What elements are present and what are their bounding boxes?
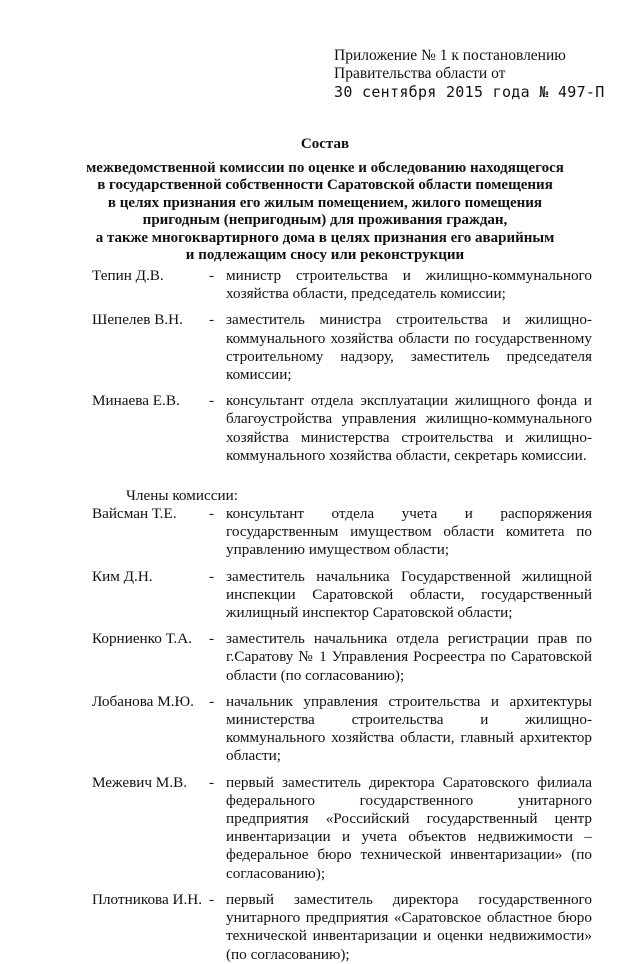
commission-entry (92, 693, 592, 766)
dash: - (209, 890, 215, 908)
appendix-line-2: Правительства области от (334, 65, 506, 82)
dash: - (209, 267, 215, 284)
dash: - (209, 311, 215, 329)
person-role: первый заместитель директора государственного унитарного предприятия «Саратовское областное бюро технической инвентаризации и оценки недвижимости» (по согласованию); (226, 890, 592, 963)
title-heading: Состав (300, 136, 350, 152)
person-role: министр строительства и жилищно-коммунального хозяйства области, председатель комиссии; (226, 267, 592, 303)
appendix-date-number: 30 сентября 2015 года № 497-П (334, 83, 605, 101)
commission-entry (92, 891, 592, 964)
commission-entry (92, 392, 592, 465)
commission-entry (92, 311, 592, 384)
commission-entry (92, 774, 592, 883)
person-role: начальник управления строительства и архитектуры министерства строительства и жилищно-коммунального хозяйства области, главный архитектор области; (226, 692, 592, 765)
dash: - (209, 505, 215, 523)
appendix-line-1: Приложение № 1 к постановлению (334, 47, 566, 64)
commission-entry (92, 505, 592, 560)
commission-list (92, 267, 592, 964)
title-line: и подлежащим сносу или реконструкции (185, 247, 465, 263)
person-role: первый заместитель директора Саратовского филиала федерального государственного унитарного предприятия «Российский государственный центр инвентаризации и учета объектов недвижимости – федеральное бюро технической инвентаризации» (по согласованию); (226, 773, 592, 882)
person-name: Плотникова И.Н. (92, 890, 203, 908)
commission-entry (92, 267, 592, 303)
person-name: Шепелев В.Н. (92, 311, 183, 329)
dash: - (209, 392, 215, 410)
appendix-note (334, 47, 605, 101)
title-line: а также многоквартирного дома в целях признания его аварийным (95, 229, 555, 246)
person-name: Лобанова М.Ю. (92, 692, 194, 710)
person-role: заместитель начальника отдела регистрации прав по г.Саратову № 1 Управления Росреестра по Саратовской области (по согласованию); (226, 630, 592, 684)
title-line: в целях признания его жилым помещением, жилого помещения (107, 194, 543, 211)
members-heading: Члены комиссии: (126, 487, 238, 505)
person-name: Тепин Д.В. (92, 267, 164, 284)
person-name: Межевич М.В. (92, 773, 188, 791)
dash: - (209, 692, 215, 710)
person-role: заместитель министра строительства и жилищно-коммунального хозяйства области по государственному строительному надзору, заместитель председателя комиссии; (226, 311, 592, 384)
title-line: в государственной собственности Саратовской области помещения (97, 177, 553, 193)
person-role: заместитель начальника Государственной жилищной инспекции Саратовской области, государственный жилищный инспектор Саратовской области; (226, 567, 592, 622)
dash: - (209, 773, 215, 791)
dash: - (209, 567, 215, 585)
person-name: Вайсман Т.Е. (92, 505, 177, 523)
person-name: Корниенко Т.А. (92, 630, 192, 648)
person-name: Минаева Е.В. (92, 392, 180, 410)
dash: - (209, 630, 215, 648)
person-name: Ким Д.Н. (92, 567, 153, 585)
title-line: пригодным (непригодным) для проживания граждан, (142, 212, 508, 228)
person-role: консультант отдела эксплуатации жилищного фонда и благоустройства управления жилищно-коммунального хозяйства министерства строительства и жилищно-коммунального хозяйства области, секретарь комиссии. (226, 392, 592, 464)
commission-entry (92, 630, 592, 685)
commission-entry (92, 568, 592, 623)
document-title (60, 136, 590, 265)
title-line: межведомственной комиссии по оценке и обследованию находящегося (86, 159, 564, 176)
person-role: консультант отдела учета и распоряжения государственным имуществом области комитета по управлению имуществом области; (226, 505, 592, 559)
